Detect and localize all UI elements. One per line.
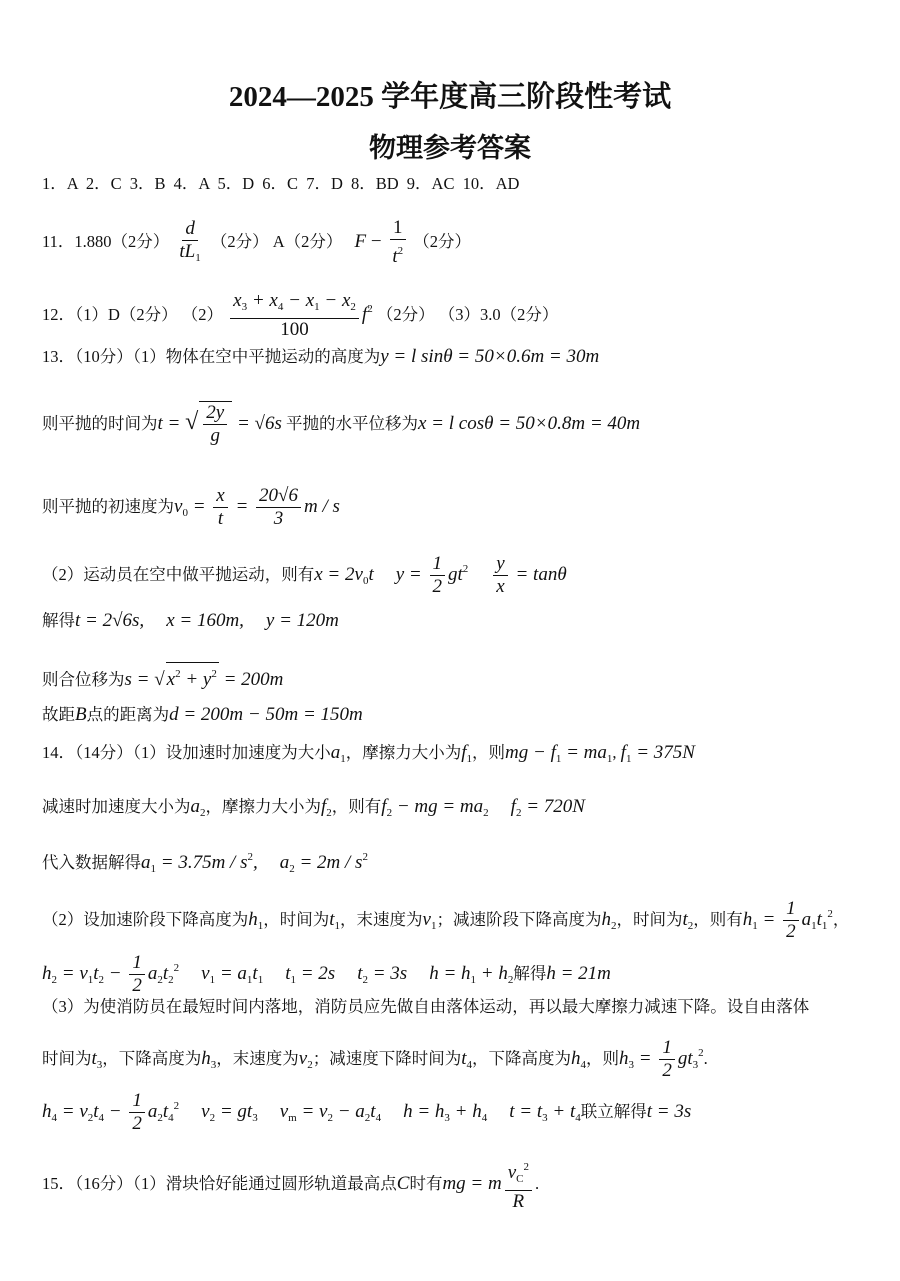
q14-sym-f1: $f_1$ [461, 742, 473, 765]
q13-formula-velocity: $v_0$ = $\frac{x}{t}$ = $\frac{20√6}{3}$ m / s [174, 485, 340, 529]
q11-score-2: （2分） A（2分） [210, 231, 343, 251]
q14-sym-t4: $t_4$ [461, 1047, 472, 1071]
q13-formula-motion: $x = 2v_0t$ y = $\frac{1}{2}$ $gt^2$ $\frac{y}{x}$ = tanθ [314, 553, 567, 597]
q14-formula-f1: $f_1 = 375N$ [620, 742, 695, 765]
q15-formula-1: mg = m $\frac{v_C^2}{R}$ [442, 1173, 535, 1194]
q14-text-4a: （2）设加速阶段下降高度为 [42, 909, 249, 929]
q14-text-2b: ，摩擦力大小为 [205, 797, 321, 816]
q13-point-b: B [75, 704, 87, 725]
q13-formula-time: t = √ $\frac{2y}{g}$ = √6s [157, 402, 282, 446]
q14-text-4b: ，时间为 [263, 909, 330, 929]
q11-formula-1: $\frac{d}{tL_1}$ [179, 217, 201, 264]
q12-prefix: 12．（1）D（2分） （2） [42, 304, 224, 324]
q14-sym-h1: $h_1$ [248, 908, 264, 932]
q14-text-4f: ，则有 [693, 909, 743, 929]
q13-formula-distance: d = 200m − 50m = 150m [169, 704, 363, 725]
q14-formula-1: mg − $f_1 = ma_1$ [505, 742, 613, 765]
q14-sym-t2: $t_2$ [682, 908, 694, 932]
q11-formula-2: F − $\frac{1}{t^2}$ [355, 231, 410, 252]
q15-text-1: 15．（16分）（1）滑块恰好能通过圆形轨道最高点 [42, 1173, 397, 1193]
q13-line-4 [42, 553, 567, 598]
q14-line-7: 时间为$t_3$，下降高度为$h_3$，末速度为$v_2$；减速度下降时间为$t_4$，下降高度为$h_4$，则$h_3$ = $\frac{1}{2}$ $gt_3^2$. [42, 1037, 708, 1081]
q11-score-4: （2分） [413, 231, 472, 251]
q14-sym-t3: $t_3$ [91, 1047, 103, 1071]
q14-text-3: 代入数据解得 [42, 853, 141, 872]
q14-formula-t: t = 3s [646, 1100, 692, 1122]
q13-text-7b: 点的距离为 [86, 705, 170, 724]
q13-line-6 [42, 662, 283, 691]
q14-formula-8: $h_4 = v_2t_4$ − $\frac{1}{2}$ $a_2t_4^2$ $v_2 = gt_3$ $v_m = v_2 - a_2t_4$ $h = h_3 + h_4$ $t = t_3 + t_4$ [42, 1090, 581, 1134]
q13-text-7a: 故距 [42, 705, 75, 724]
q14-text-4e: ，时间为 [616, 909, 683, 929]
q14-formula-5: $h_2 = v_1t_2$ − $\frac{1}{2}$ $a_2t_2^2$ $v_1 = a_1t_1$ $t_1 = 2s$ $t_2 = 3s$ $h = h_1 + h_2$ [42, 952, 514, 996]
q12-scores: （2分） （3）3.0（2分） [376, 304, 559, 324]
q14-text-4d: ；减速阶段下降高度为 [436, 909, 602, 929]
q14-text-1b: ，摩擦力大小为 [345, 743, 462, 762]
q14-line-3 [42, 846, 368, 880]
q13-text-2a: 则平抛的时间为 [42, 413, 158, 433]
q14-line-2 [42, 796, 585, 824]
q14-sym-v1: $v_1$ [422, 908, 437, 932]
q14-text-4c: ，末速度为 [340, 909, 423, 929]
q13-text-6: 则合位移为 [42, 670, 125, 689]
q15-line-1: 15．（16分）（1）滑块恰好能通过圆形轨道最高点C时有mg = m $\frac{v_C^2}{R}$ . [42, 1156, 539, 1213]
q14-sym-t1: $t_1$ [329, 908, 341, 932]
q14-formula-h3: $h_3$ = $\frac{1}{2}$ $gt_3^2$ [619, 1037, 704, 1081]
q13-formula-solution: t = 2√6s, x = 160m, y = 120m [75, 610, 339, 631]
q14-text-1c: ，则 [472, 743, 506, 762]
q11-line [42, 217, 471, 269]
q12-line [42, 290, 558, 341]
q13-text-3: 则平抛的初速度为 [42, 496, 174, 516]
q14-sym-a1: $a_1$ [330, 742, 346, 765]
page-title: 2024—2025 学年度高三阶段性考试 [228, 81, 672, 113]
q14-text-2c: ，则有 [331, 797, 382, 816]
q14-sym-a2: $a_2$ [190, 796, 206, 819]
q13-line-5 [42, 610, 339, 632]
q14-text-7f: ，则 [586, 1048, 619, 1068]
q14-formula-h1: $h_1$ = $\frac{1}{2}$ $a_1t_1^2$ [742, 898, 833, 942]
q13-formula-displacement: x = l cosθ = 50×0.8m = 40m [418, 412, 641, 434]
q14-line-1: 14．（14分）（1）设加速时加速度为大小$a_1$，摩擦力大小为$f_1$，则mg − $f_1 = ma_1$, $f_1 = 375N$ [42, 742, 695, 765]
q14-sym-h2: $h_2$ [601, 908, 617, 932]
q15-point-c: C [396, 1172, 410, 1194]
q14-formula-2: $f_2$ − mg = $ma_2$ $f_2 = 720N$ [381, 796, 585, 819]
q14-text-1a: 14．（14分）（1）设加速时加速度为大小 [42, 743, 331, 762]
q14-formula-3: $a_1 = 3.75m / s^2$, $a_2 = 2m / s^2$ [141, 851, 368, 875]
q14-line-6: （3）为使消防员在最短时间内落地，消防员应先做自由落体运动，再以最大摩擦力减速下降。设自由落体 [42, 997, 810, 1016]
q14-text-7c: ，末速度为 [216, 1048, 299, 1068]
q14-text-7e: ，下降高度为 [472, 1048, 571, 1068]
q13-line-2 [42, 401, 640, 447]
q13-formula-total: s = √ $x^2 + y^2 = 200m$ [125, 669, 284, 690]
q12-formula: $\frac{x_3 + x_4 - x_1 - x_2}{100}$ $f^2$ [227, 304, 373, 325]
q13-text-4: （2）运动员在空中做平抛运动，则有 [42, 564, 315, 584]
q14-sym-h3: $h_3$ [201, 1047, 217, 1071]
q13-line-7 [42, 704, 363, 726]
q13-line-3 [42, 485, 340, 530]
q14-line-4: （2）设加速阶段下降高度为$h_1$，时间为$t_1$，末速度为$v_1$；减速阶段下降高度为$h_2$，时间为$t_2$，则有$h_1$ = $\frac{1}{2}$ $a_1t_1^2$， [42, 898, 850, 942]
q14-text-7a: 时间为 [42, 1048, 92, 1068]
q14-sym-v2: $v_2$ [298, 1047, 313, 1071]
q14-line-5 [42, 952, 611, 997]
q14-sym-f2: $f_2$ [321, 796, 332, 819]
q14-text-5: 解得 [513, 963, 547, 983]
q14-sym-h4: $h_4$ [571, 1047, 586, 1071]
q11-prefix: 11．1.880（2分） [42, 231, 170, 251]
q14-formula-h: h = 21m [546, 962, 611, 984]
q13-text-2b: 平抛的水平位移为 [286, 413, 418, 433]
choice-answers: 1．A 2．C 3．B 4．A 5．D 6．C 7．D 8．BD 9．AC 10．AD [42, 174, 520, 193]
q14-text-8: 联立解得 [580, 1101, 647, 1121]
q14-text-7b: ，下降高度为 [102, 1048, 202, 1068]
page-subtitle: 物理参考答案 [369, 133, 531, 163]
q14-line-8 [42, 1090, 691, 1135]
q13-line-1 [42, 346, 599, 368]
q14-text-2a: 减速时加速度大小为 [42, 797, 191, 816]
q14-text-7d: ；减速度下降时间为 [312, 1048, 462, 1068]
q15-text-1b: 时有 [409, 1173, 443, 1193]
q13-text-1: 13．（10分）（1）物体在空中平抛运动的高度为 [42, 347, 381, 366]
q13-text-5: 解得 [42, 611, 75, 630]
q13-formula-height: y = l sinθ = 50×0.6m = 30m [380, 346, 600, 367]
